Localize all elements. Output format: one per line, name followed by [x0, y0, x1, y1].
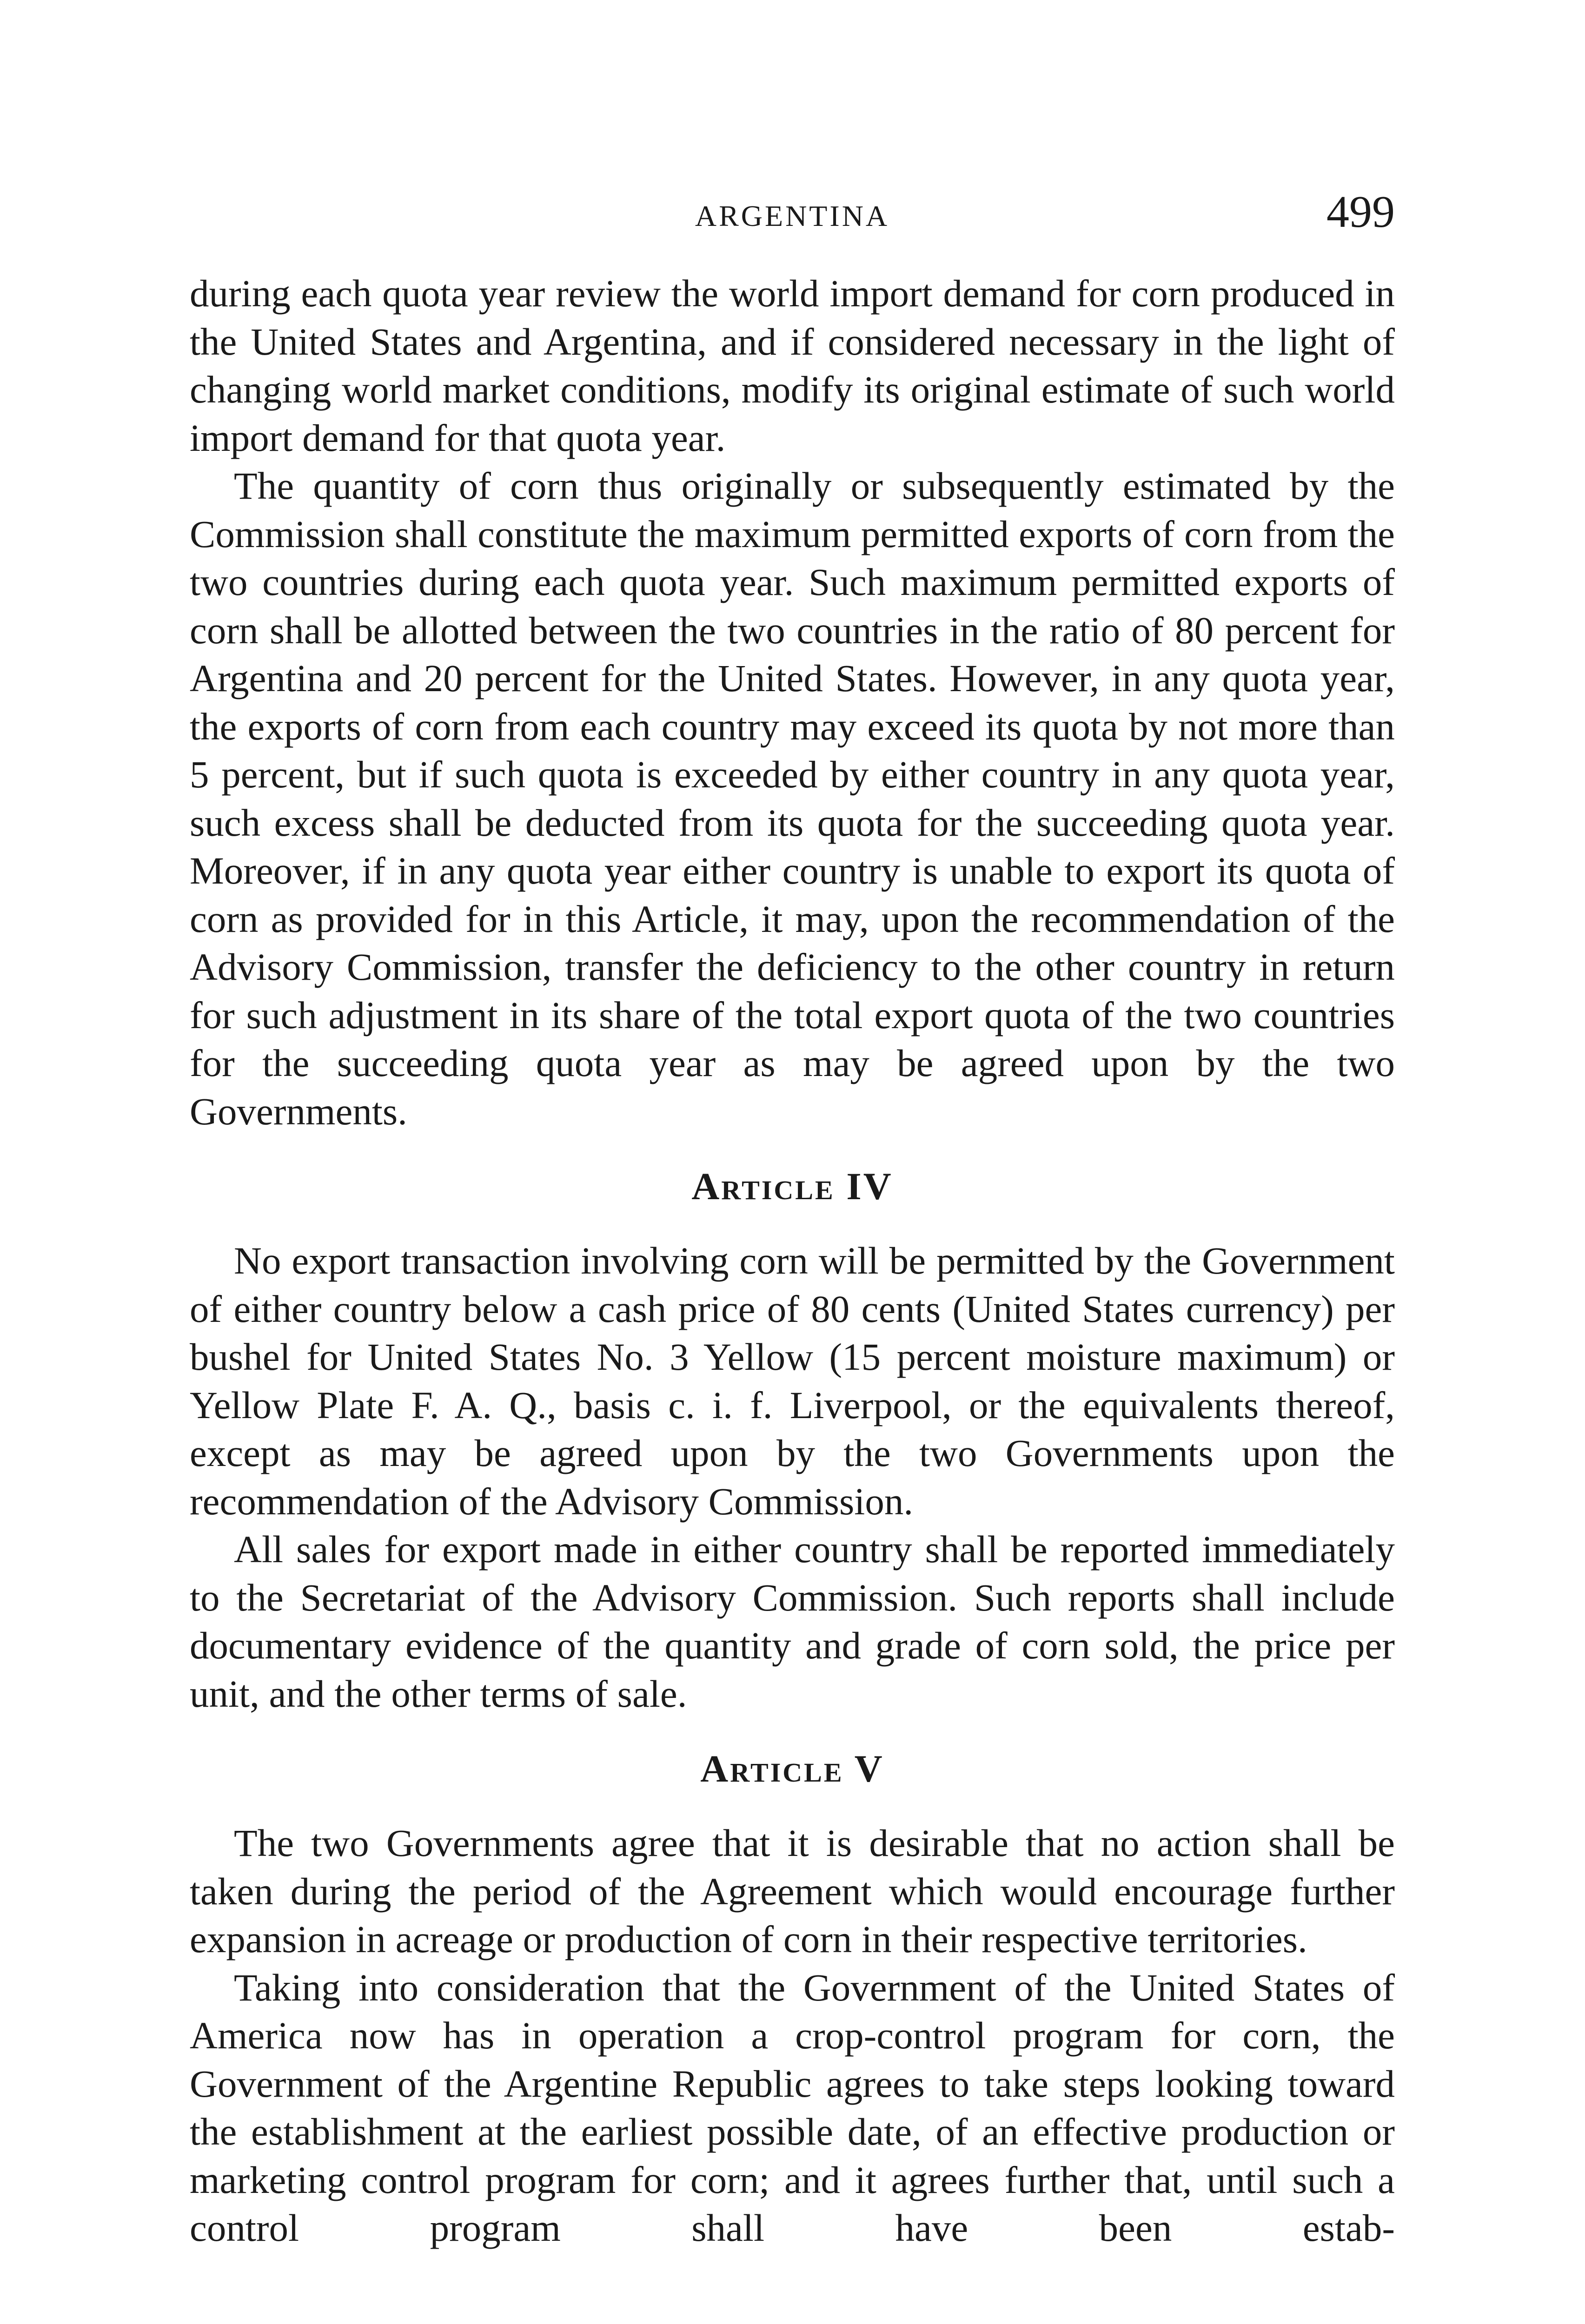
paragraph: All sales for export made in either country shall be reported immediately to the Secretariat of the Advisory Commission. Such reports shall include documentary evidence of the quantity and grade of corn sold, the price per unit, and the other terms of sale. — [190, 1528, 1395, 1715]
article-heading-iv: Article IV — [691, 1165, 893, 1208]
page-number: 499 — [1326, 187, 1395, 237]
paragraph: The two Governments agree that it is desirable that no action shall be taken during the period of the Agreement which would encourage further expansion in acreage or production of corn in their respective territories. — [190, 1822, 1395, 1961]
article-heading-v: Article V — [700, 1747, 884, 1790]
paragraph: Taking into consideration that the Government of the United States of America now has in operation a crop-control program for corn, the Government of the Argentine Republic agrees to take steps looking toward the establishment at the earliest possible date, of an effective production or marketing control program for corn; and it agrees further that, until such a control program shall have been estab- — [190, 1966, 1395, 2249]
paragraph: No export transaction involving corn will be permitted by the Government of either country below a cash price of 80 cents (United States currency) per bushel for United States No. 3 Yellow (15 percent moisture maximum) or Yellow Plate F. A. Q., basis c. i. f. Liverpool, or the equivalents thereof, except as may be agreed upon by the two Governments upon the recommendation of the Advisory Commission. — [190, 1239, 1395, 1523]
running-title: ARGENTINA — [695, 199, 890, 232]
paragraph: The quantity of corn thus originally or subsequently estimated by the Commission shall constitute the maximum permitted exports of corn from the two countries during each quota year. Such maximum permitted exports of corn shall be allotted between the two countries in the ratio of 80 percent for Argentina and 20 percent for the United States. However, in any quota year, the exports of corn from each country may exceed its quota by not more than 5 percent, but if such quota is exceeded by either country in any quota year, such excess shall be deducted from its quota for the succeeding quota year. Moreover, if in any quota year either country is unable to export its quota of corn as provided for in this Article, it may, upon the recommendation of the Advisory Commission, transfer the deficiency to the other country in return for such adjustment in its share of the total export quota of the two countries for the succeeding quota year as may be agreed upon by the two Governments. — [190, 464, 1395, 1133]
running-head — [190, 186, 1395, 242]
body-text — [190, 270, 1395, 2252]
paragraph-continued: during each quota year review the world import demand for corn produced in the United States and Argentina, and if considered necessary in the light of changing world market conditions, modify its original estimate of such world import demand for that quota year. — [190, 272, 1395, 459]
